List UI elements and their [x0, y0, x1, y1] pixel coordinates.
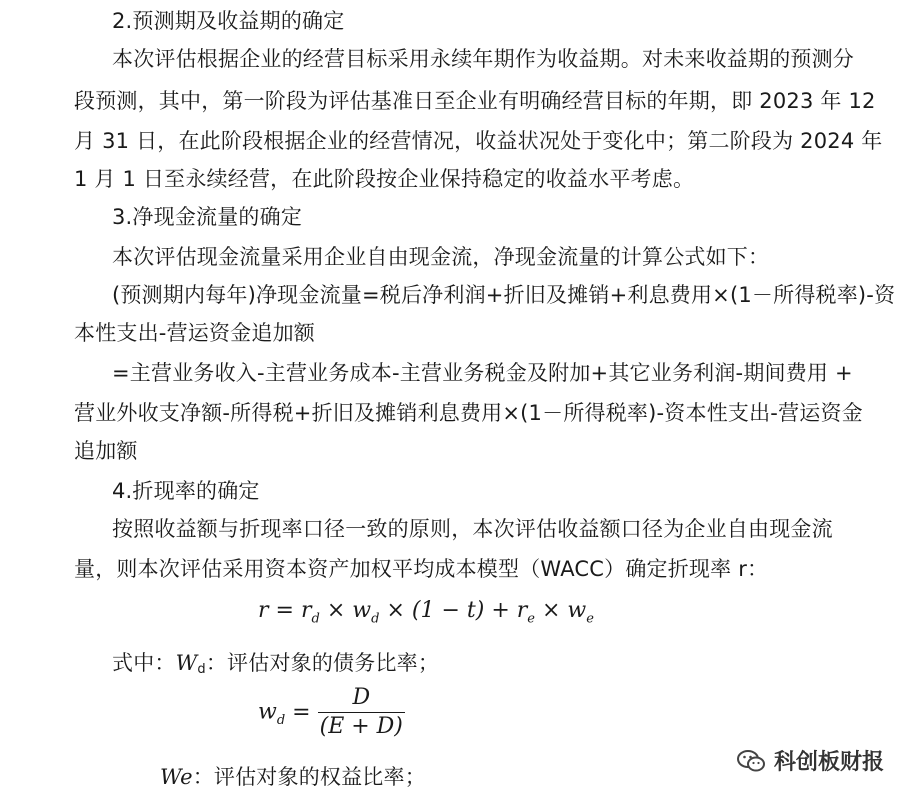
formula-r: r	[258, 598, 269, 623]
wd-fraction	[318, 684, 405, 741]
section-2-heading: 2.预测期及收益期的确定	[112, 9, 345, 33]
s4-line-2: 量，则本次评估采用资本资产加权平均成本模型（WACC）确定折现率 r：	[74, 557, 769, 581]
s3-line-6: 追加额	[74, 439, 138, 463]
fraction-numerator: D	[352, 685, 371, 710]
wechat-icon	[736, 749, 766, 773]
where-wd-line: 式中：$W_d$：评估对象的债务比率；	[112, 651, 440, 677]
watermark	[736, 745, 884, 776]
s2-line-2: 段预测，其中，第一阶段为评估基准日至企业有明确经营目标的年期，即 2023 年 12	[74, 89, 876, 113]
s3-line-2: (预测期内每年)净现金流量=税后净利润+折旧及摊销+利息费用×(1－所得税率)-资	[112, 283, 896, 307]
wacc-formula: $r = r_d \times w_d \times (1 - t) + r_e \times w_e$	[258, 598, 594, 627]
section-3-heading: 3.净现金流量的确定	[112, 205, 303, 229]
s2-line-1: 本次评估根据企业的经营目标采用永续年期作为收益期。对未来收益期的预测分	[112, 47, 854, 71]
wd-formula: $w_d$ = $\frac{D}{(E + D)}$	[258, 685, 403, 739]
s3-line-5: 营业外收支净额-所得税+折旧及摊销利息费用×(1－所得税率)-资本性支出-营运资金	[74, 401, 863, 425]
s2-line-4: 1 月 1 日至永续经营，在此阶段按企业保持稳定的收益水平考虑。	[74, 167, 695, 191]
s3-line-1: 本次评估现金流量采用企业自由现金流，净现金流量的计算公式如下：	[112, 245, 770, 269]
section-4-heading: 4.折现率的确定	[112, 479, 260, 503]
s4-line-1: 按照收益额与折现率口径一致的原则，本次评估收益额口径为企业自由现金流	[112, 517, 833, 541]
s3-line-3: 本性支出-营运资金追加额	[74, 321, 315, 345]
s3-line-4: =主营业务收入-主营业务成本-主营业务税金及附加+其它业务利润-期间费用 +	[112, 361, 853, 385]
s2-line-3: 月 31 日，在此阶段根据企业的经营情况，收益状况处于变化中；第二阶段为 2024 年	[74, 129, 883, 153]
watermark-text: 科创板财报	[773, 750, 884, 775]
where-we-line: We：评估对象的权益比率；	[160, 765, 426, 789]
wd-symbol: W	[175, 651, 198, 675]
we-symbol: We	[160, 765, 193, 789]
fraction-denominator: (E + D)	[319, 714, 403, 739]
